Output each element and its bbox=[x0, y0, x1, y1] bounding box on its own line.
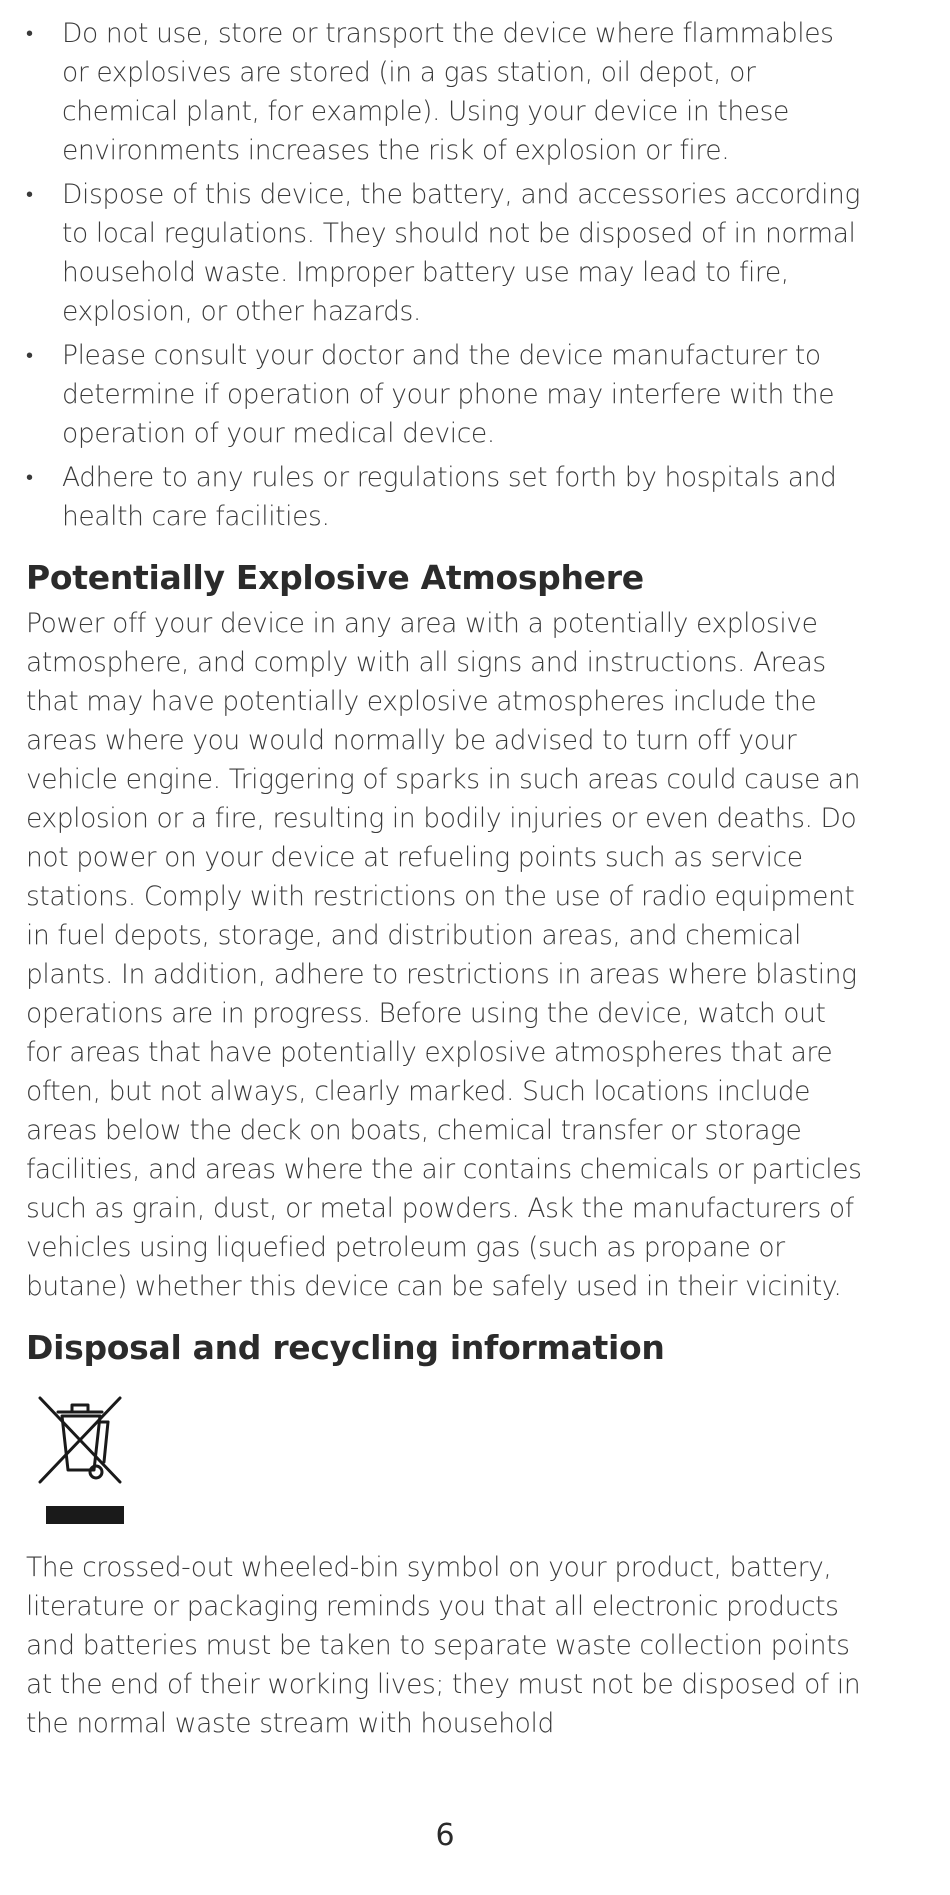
bullet-text: Please consult your doctor and the device manufacturer to determine if operation of your phone may interfere with the operation of your medical device. bbox=[62, 340, 835, 449]
bullet-glyph: • bbox=[26, 343, 33, 367]
bullet-text: Dispose of this device, the battery, and accessories according to local regulations. They should not be disposed of in normal household waste. Improper battery use may lead to fire, explosion, or other hazards. bbox=[62, 179, 860, 327]
section-heading-explosive-atmosphere: Potentially Explosive Atmosphere bbox=[26, 558, 644, 597]
bullet-medical-device bbox=[26, 336, 866, 453]
bullet-glyph: • bbox=[26, 21, 33, 45]
bullet-glyph: • bbox=[26, 182, 33, 206]
bullet-text: Adhere to any rules or regulations set forth by hospitals and health care facilities. bbox=[62, 462, 837, 532]
explosive-atmosphere-paragraph: Power off your device in any area with a potentially explosive atmosphere, and comply with all signs and instructions. Areas that may have potentially explosive atmospheres include the areas where you would normally be advised to turn off your vehicle engine. Triggering of sparks in such areas could cause an explosion or a fire, resulting in bodily injuries or even deaths. Do not power on your device at refueling points such as service stations. Comply with restrictions on the use of radio equipment in fuel depots, storage, and distribution areas, and chemical plants. In addition, adhere to restrictions in areas where blasting operations are in progress. Before using the device, watch out for areas that have potentially explosive atmospheres that are often, but not always, clearly marked. Such locations include areas below the deck on boats, chemical transfer or storage facilities, and areas where the air contains chemicals or particles such as grain, dust, or metal powders. Ask the manufacturers of vehicles using liquefied petroleum gas (such as propane or butane) whether this device can be safely used in their vicinity. bbox=[26, 608, 862, 1302]
bullet-text: Do not use, store or transport the device where flammables or explosives are stored (in a gas station, oil depot, or chemical plant, for example). Using your device in these environments increases the risk of explosion or fire. bbox=[62, 18, 834, 166]
crossed-out-wheeled-bin-icon bbox=[32, 1386, 128, 1526]
bullet-dispose bbox=[26, 175, 866, 331]
safety-bullet-list bbox=[26, 14, 866, 536]
bullet-hospitals bbox=[26, 458, 866, 536]
bullet-glyph: • bbox=[26, 465, 33, 489]
document-page bbox=[26, 14, 866, 1743]
section-heading-disposal: Disposal and recycling information bbox=[26, 1328, 665, 1367]
page-number: 6 bbox=[435, 1818, 455, 1853]
disposal-paragraph: The crossed-out wheeled-bin symbol on your product, battery, literature or packaging reminds you that all electronic products and batteries must be taken to separate waste collection points at the end of their working lives; they must not be disposed of in the normal waste stream with household bbox=[26, 1552, 861, 1739]
bullet-flammables bbox=[26, 14, 866, 170]
